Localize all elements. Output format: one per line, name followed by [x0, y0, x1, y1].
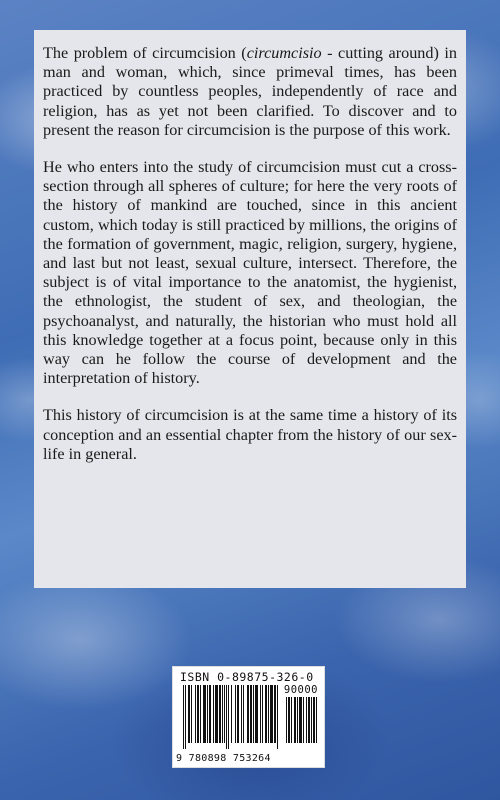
isbn-label: ISBN 0-89875-326-0 [180, 670, 314, 684]
paragraph-1-italic-term: circumcisio [246, 44, 322, 62]
price-barcode-bars [286, 697, 320, 749]
paragraph-2-text: He who enters into the study of circumcision must cut a cross-section through all spheres of culture; for here the very roots of the history of mankind are touched, since in this ancient custom, which today is still practiced by millions, the origins of the formation of government, magic, religion, surgery, hygiene, and last but not least, sexual culture, intersect. Therefore, the subject is of vital importance to the anatomist, the hygienist, the ethnologist, the student of sex, and theologian, the psychoanalyst, and naturally, the historian who must hold all this knowledge together at a focus point, because only in this way can he follow the course of development and the interpretation of history. [43, 158, 457, 388]
paragraph-3-text: This history of circumcision is at the same time a history of its conception and an essential chapter from the history of our sex-life in general. [43, 406, 457, 463]
paragraph-1 [43, 44, 457, 140]
ean-digits: 9 780898 753264 [176, 753, 271, 764]
price-code-label: 90000 [283, 684, 318, 696]
isbn-barcode [172, 666, 325, 768]
back-cover-text-panel [34, 30, 466, 588]
ean-barcode-bars [183, 685, 283, 753]
paragraph-1-part-3: - cutting around) in man and woman, which, since primeval times, has been practiced by countless peoples, independently of race and religion, has as yet not been clarified. To discover and to present the reason for circumcision is the purpose of this work. [43, 44, 457, 139]
paragraph-1-part-1: The problem of circumcision ( [43, 44, 247, 62]
paragraph-3 [43, 406, 457, 464]
paragraph-2 [43, 158, 457, 388]
